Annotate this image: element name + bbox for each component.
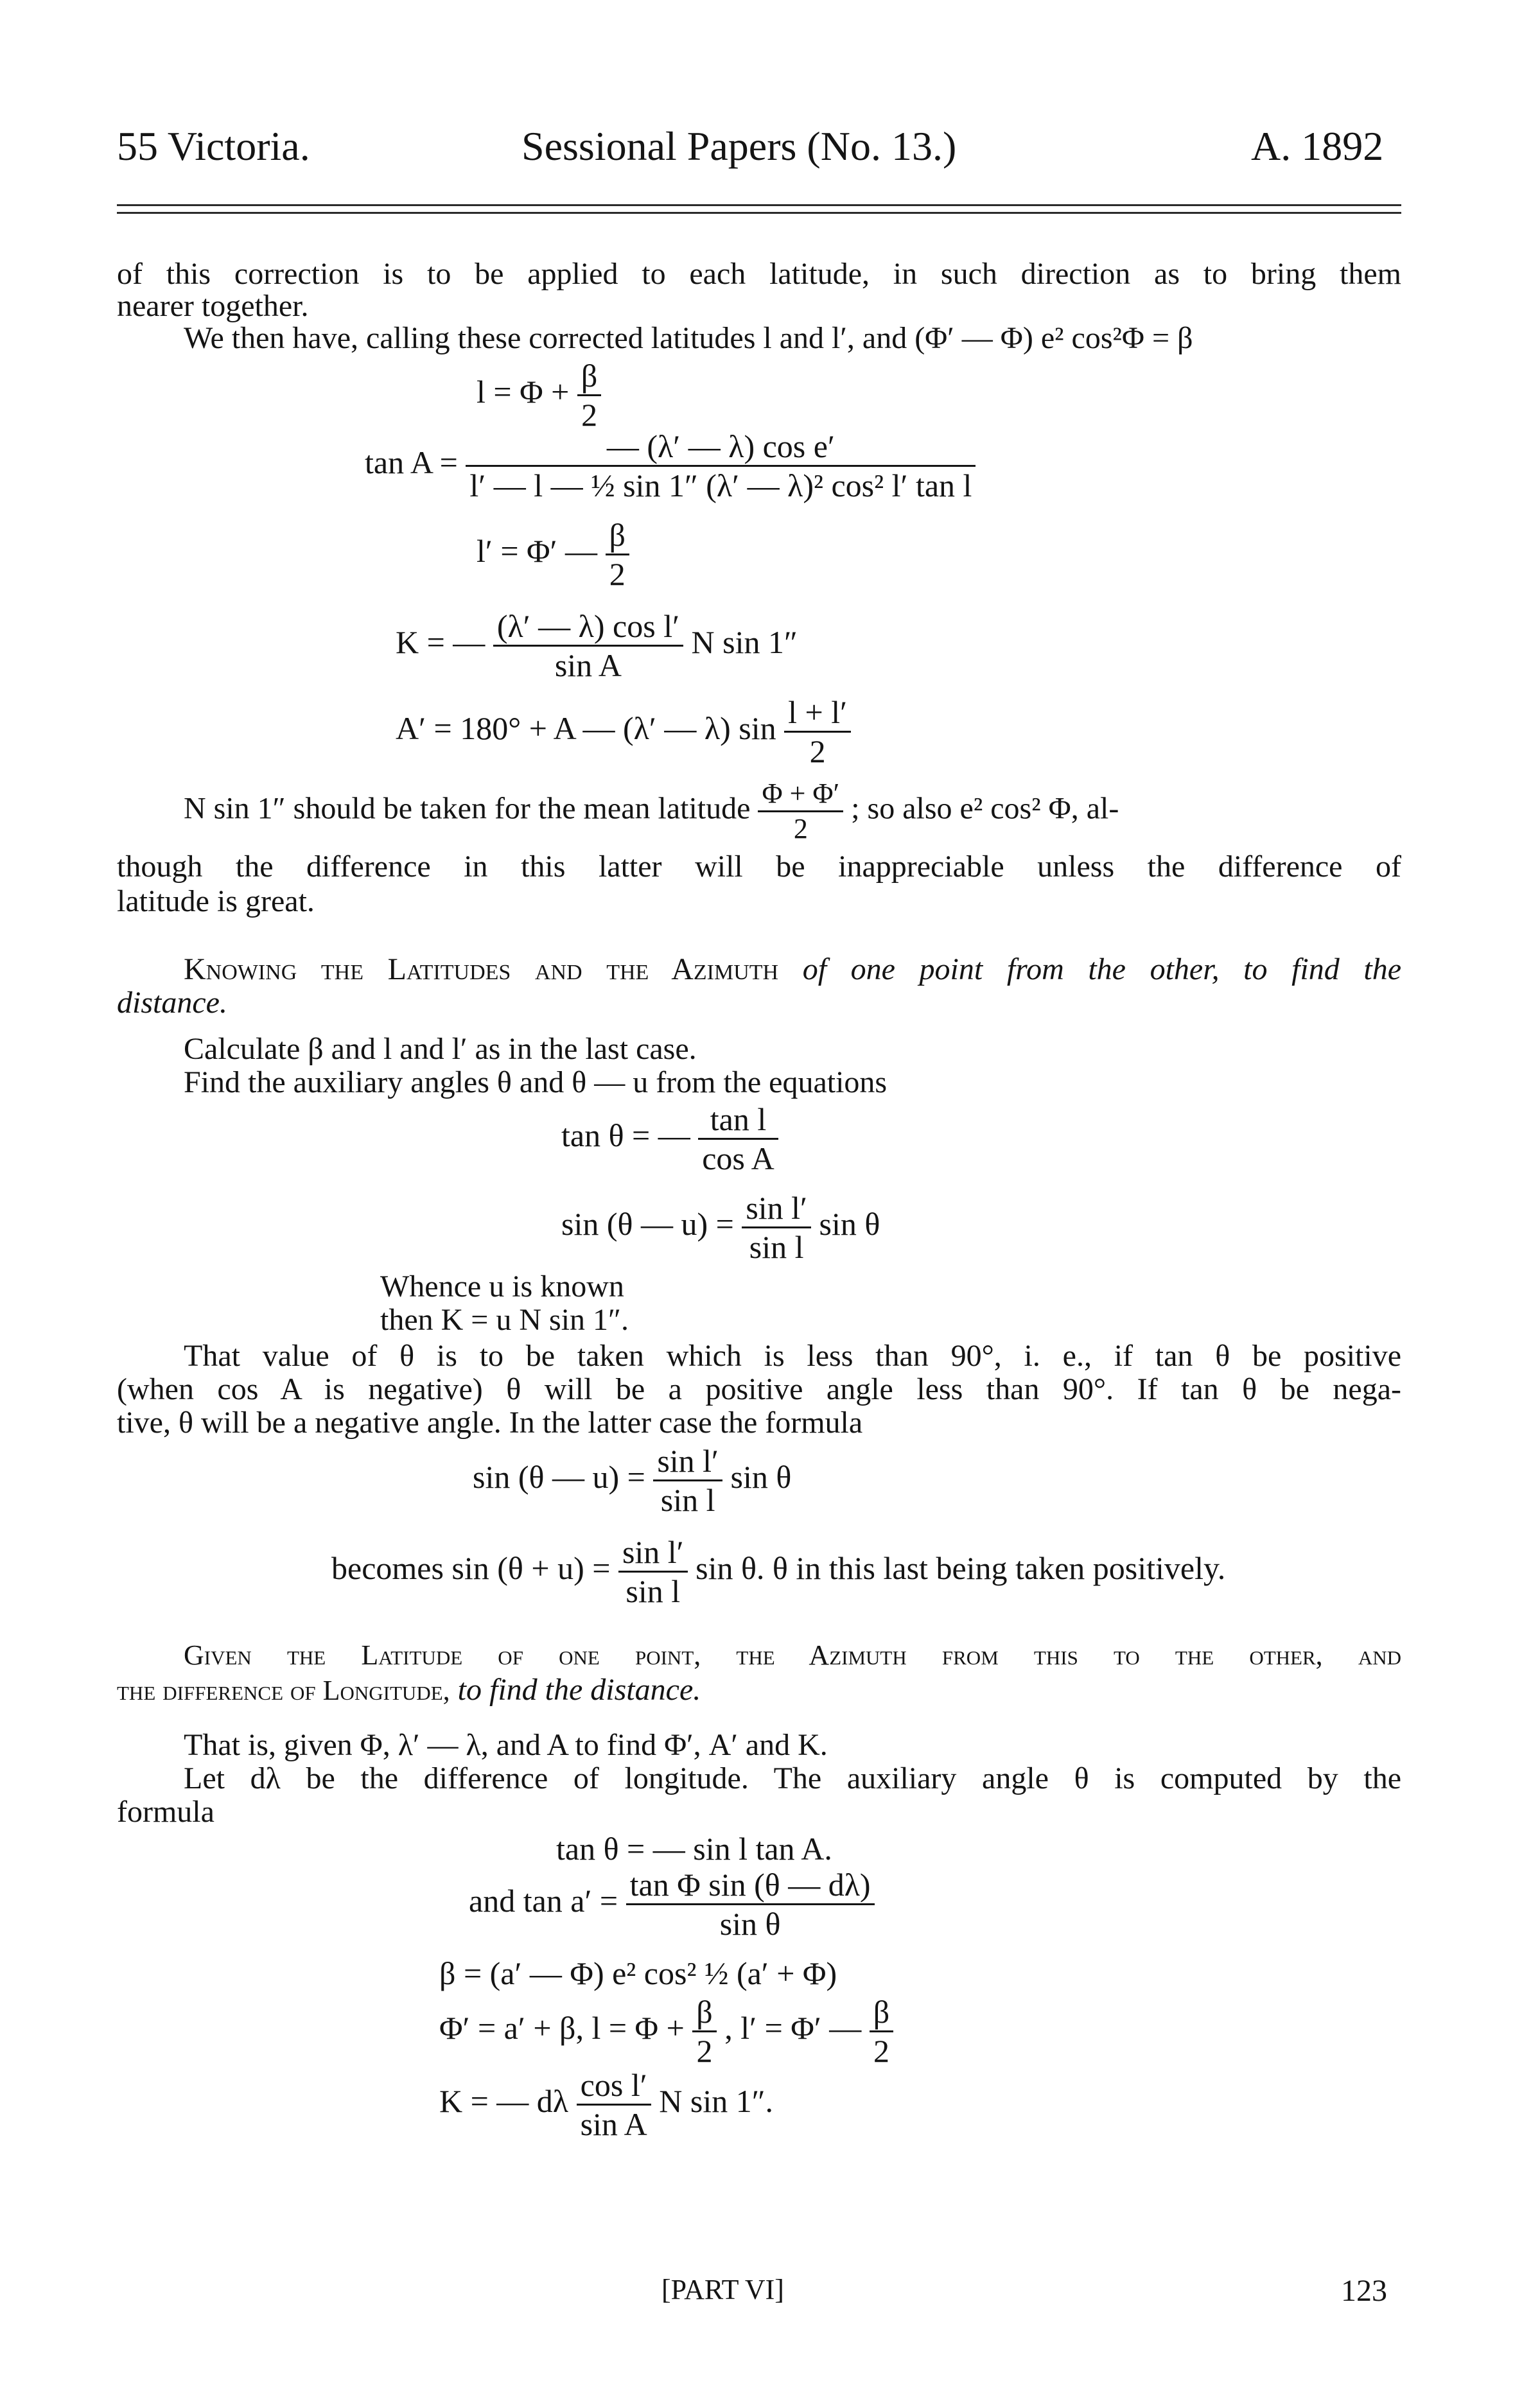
equation-tan-A: tan A = $\frac{\text{— (λ′ — λ) cos e′}}{\text{l′ — l — ½ sin 1″ (λ′ — λ)² cos² l′ tan l}}$ xyxy=(365,430,976,502)
s3-paragraph-2-line-2: formula xyxy=(117,1795,214,1829)
equation-beta: β = (a′ — Φ) e² cos² ½ (a′ + Φ) xyxy=(439,1955,837,1991)
equation-sin-theta-plus-u: becomes sin (θ + u) = $\frac{\text{sin l′}}{\text{sin l}}$ sin θ. θ in this last being taken positively. xyxy=(331,1534,1226,1609)
equation-K-d-lambda: K = — dλ $\frac{\text{cos l′}}{\text{sin A}}$ N sin 1″. xyxy=(439,2067,774,2142)
s3-heading-line-2: the difference of Longitude, to find the distance. xyxy=(117,1673,701,1707)
s3-heading-line-1: Given the Latitude of one point, the Azimuth from this to the other, and xyxy=(184,1639,1401,1671)
s2-paragraph-5-line-3: tive, θ will be a negative angle. In the latter case the formula xyxy=(117,1406,863,1440)
s3-paragraph-2-line-1: Let dλ be the difference of longitude. The auxiliary angle θ is computed by the xyxy=(184,1761,1401,1795)
s1-paragraph-3-line-3: latitude is great. xyxy=(117,884,315,918)
equation-A-prime: A′ = 180° + A — (λ′ — λ) sin $\frac{l + l'}{2}$ xyxy=(396,696,851,767)
equation-sin-theta-minus-u: sin (θ — u) = $\frac{\text{sin l′}}{\text{sin l}}$ sin θ xyxy=(561,1190,880,1265)
s1-paragraph-1-line-2: nearer together. xyxy=(117,289,309,323)
s2-whence-line: Whence u is known xyxy=(380,1269,624,1304)
equation-l-prime: l′ = Φ′ — $\frac{\beta}{2}$ xyxy=(477,519,629,590)
header-title: Sessional Papers (No. 13.) xyxy=(521,123,957,169)
s1-paragraph-1-line-1: of this correction is to be applied to each latitude, in such direction as to bring them xyxy=(117,257,1401,291)
header-rule-bottom xyxy=(117,212,1401,214)
equation-l: l = Φ + $\frac{\beta}{2}$ xyxy=(477,360,601,431)
s2-heading-line-2: distance. xyxy=(117,986,227,1020)
s2-paragraph-5-line-2: (when cos A is negative) θ will be a positive angle less than 90°. If tan θ be nega- xyxy=(117,1372,1401,1406)
equation-tan-a-prime: and tan a′ = $\frac{\text{tan Φ sin (θ — dλ)}}{\text{sin θ}}$ xyxy=(469,1869,875,1940)
page-number: 123 xyxy=(1341,2274,1387,2308)
s2-heading-line-1: Knowing the Latitudes and the Azimuth of one point from the other, to find the xyxy=(184,952,1402,986)
s3-paragraph-1: That is, given Φ, λ′ — λ, and A to find Φ′, A′ and K. xyxy=(184,1728,828,1762)
s2-paragraph-2: Find the auxiliary angles θ and θ — u from the equations xyxy=(184,1065,888,1099)
footer-part: [PART VI] xyxy=(661,2274,784,2305)
equation-phi-prime: Φ′ = a′ + β, l = Φ + $\frac{\beta}{2}$ , l′ = Φ′ — $\frac{\beta}{2}$ xyxy=(439,1996,893,2067)
header-year: A. 1892 xyxy=(1251,123,1384,169)
header-session: 55 Victoria. xyxy=(117,123,310,169)
header-rule-top xyxy=(117,204,1401,206)
equation-sin-theta-minus-u-repeat: sin (θ — u) = $\frac{\text{sin l′}}{\text{sin l}}$ sin θ xyxy=(473,1443,792,1518)
equation-K: K = — $\frac{\text{(λ′ — λ) cos l′}}{\text{sin A}}$ N sin 1″ xyxy=(396,608,798,683)
s1-paragraph-3-line-2: though the difference in this latter will be inappreciable unless the difference of xyxy=(117,850,1401,884)
equation-tan-theta-sin-l: tan θ = — sin l tan A. xyxy=(556,1831,832,1867)
s2-paragraph-5-line-1: That value of θ is to be taken which is less than 90°, i. e., if tan θ be positive xyxy=(184,1339,1401,1373)
s1-paragraph-3-line-1: N sin 1″ should be taken for the mean latitude $\frac{\Phi + \Phi'}{2}$ ; so also e² cos² Φ, al- xyxy=(184,778,1119,844)
s2-then-line: then K = u N sin 1″. xyxy=(380,1303,629,1337)
s2-paragraph-1: Calculate β and l and l′ as in the last case. xyxy=(184,1032,697,1066)
s1-paragraph-2: We then have, calling these corrected latitudes l and l′, and (Φ′ — Φ) e² cos²Φ = β xyxy=(184,321,1193,355)
equation-tan-theta: tan θ = — $\frac{\text{tan l}}{\text{cos A}}$ xyxy=(561,1103,778,1174)
